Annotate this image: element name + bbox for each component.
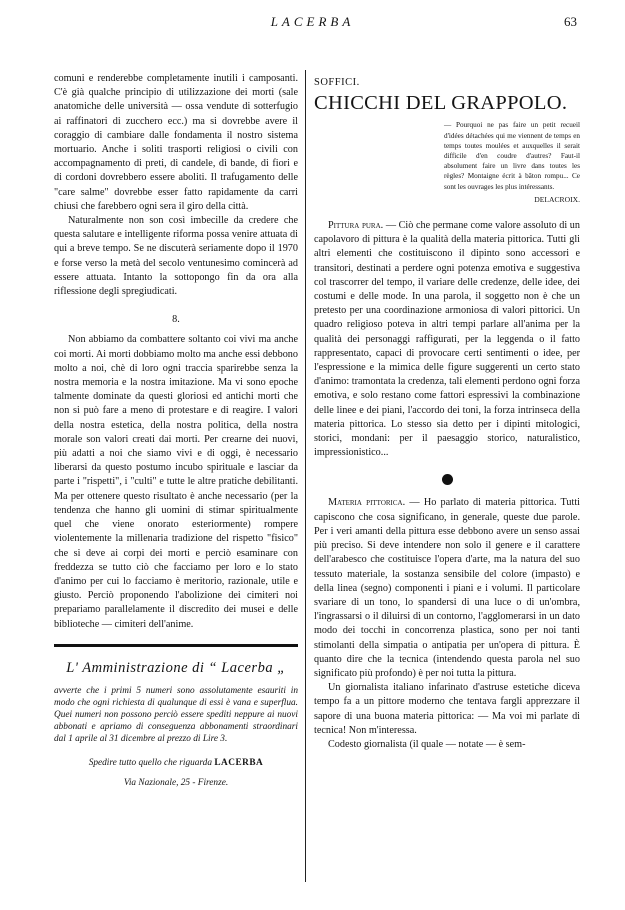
box-rule [54,644,298,647]
admin-title: L' Amministrazione di “ Lacerba „ [66,659,286,676]
section-heading: Pittura pura. [328,220,384,232]
left-column [54,72,298,790]
admin-contact-prefix: Spedire tutto quello che riguarda [88,757,212,768]
page-number: 63 [564,14,577,29]
section-materia-pittorica [314,496,580,681]
article-title: CHICCHI DEL GRAPPOLO. [314,92,568,115]
section-separator-dot [442,474,453,485]
paragraph: comuni e renderebbe completamente inutili i camposanti. C'è già qualche principio di utilizzazione dei morti (sale anatomiche delle università — ossa vendute di sotterfugio ai raffinatori di zucchero ecc.) ma si dovrebbe avere il coraggio di cambiare dalle fondamenta il nostro sistema mortuario. Anche i soliti trasporti religiosi o civili con accompagnamento di preti, di candele, di bande, di fiori e di cordoni dovrebbero essere aboliti. Il trafugamento delle "care salme" dovrebbe esser fatto rapidamente da carri chiusi che farebbero ogni sera il giro della città. [54,73,298,212]
article-author: SOFFICI. [314,77,360,88]
section-pittura-pura [314,219,580,460]
column-divider [305,70,306,882]
section-text: — Ciò che permane come valore assoluto di un capolavoro di pittura è la qualità della materia pittorica. Tutti gli altri elementi che costituiscono il dipinto sono accessori e transitori, destinati a perdere ogni potenza emotiva e suggestiva col trascorrer del tempo, il variare delle credenze, delle idee, dei costumi e delle mode. In una parola, il soggetto non è che un pretesto per una coordinazione armoniosa di valori pittorici. Un quadro religioso poteva in altri tempi parlare all'anima per la qualità dei personaggi raffigurati, per la leggenda o il fatto rappresentato, capaci di provocare certi sentimenti o idee, per l'espressione e la mimica delle figure suggerenti un certo stato d'animo: tramontata la credenza, tali elementi perdono ogni forza emotiva, e solo restano come fattori espressivi la combinazione delle linee e dei piani, l'accordo dei toni, la forza intrinseca della materia pittorica. Lo stesso sia detto per i dipinti mitologici, storici, mondani: per il paesaggio storico, naturalistico, impressionistico... [314,220,580,459]
admin-body: avverte che i primi 5 numeri sono assolutamente esauriti in modo che ogni richiesta di qualunque di essi è vana e superflua. Quei numeri non possono perciò essere spediti neppure ai nuovi abbonati e apriamo di conseguenza abbonamenti straordinari dal 1 aprile al 31 dicembre al prezzo di Lire 3. [54,685,298,744]
admin-contact-name: LACERBA [214,757,264,768]
epigraph: — Pourquoi ne pas faire un petit recueil d'idées détachées qui me viennent de temps en temps toutes moulées et auxquelles il serait difficile d'en coudre d'autres? Faut-il absolument faire un livre dans toutes les règles? Montaigne écrit à bâton rompu... Ce sont les ouvrages les plus intéressants. [444,121,580,191]
paragraph: Non abbiamo da combattere soltanto coi vivi ma anche coi morti. Ai morti dobbiamo molto ma anche essi debbono molto a noi, chè di loro ogni traccia sparirebbe senza la nostra memoria e la nostra imitazione. Ma vi sono epoche talmente dominate da questi gloriosi ed antichi morti che non si può fare a meno di protestare e di reagire. I valori della nostra estetica, della nostra politica, della nostra morale son valori creati dai morti. Per crearne dei nuovi, più adatti a noi che siamo vivi e di oggi, è necessario liberarsi da questo postumo incubo spirituale e lasciar da parte i "rispetti", i "culti" e tutte le altre pratiche debilitanti. Ma per ottenere questo risultato è anche necessario (per la tendenza che hanno gli uomini di stimar spiritualmente quel che viene onorato esteriormente) rompere violentemente la millenaria tradizione del rispetto "fisico" che si deve ai corpi dei morti e perciò esaminare con freddezza se tutto ciò che facciamo per loro e lo stato d'animo per cui lo facciamo è meritorio, razionale, utile e giusto. Perciò proponendo l'abolizione dei cimiteri noi prepariamo parallelamente il discredito dei musei e delle biblioteche — cimiteri dell'anime. [54,334,298,630]
paragraph: Naturalmente non son così imbecille da credere che questa salutare e intelligente riforma possa venire attuata di qui a breve tempo. Se ne discuterà seriamente dopo il 1970 e forse verso la metà del secolo ventunesimo comincerà ad essere attuata. Intanto la sottopongo fin da ora alla riflessione degli spregiudicati. [54,215,298,298]
epigraph-author: DELACROIX. [534,194,580,204]
journal-title: LACERBA [270,14,355,29]
paragraph: Un giornalista italiano infarinato d'astruse estetiche diceva tempo fa a un pittore moderno che tentava fargli apprezzare il sapore di una buona materia pittorica: — Ma voi mi parlate di tecnica! Non m'interessa. [314,682,580,736]
administration-notice [54,661,298,791]
paragraph: Codesto giornalista (il quale — notate — è sem- [328,738,526,750]
section-number: 8. [172,314,180,326]
section-heading: Materia pittorica. [328,497,406,509]
page-header [0,14,625,36]
admin-contact [54,756,298,770]
section-text: — Ho parlato di materia pittorica. Tutti capiscono che cosa significano, in generale, queste due parole. Per i veri amanti della pittura esse debbono avere un senso assai più preciso. Si deve intendere non solo il genere e il carattere dell'arabesco che costituisce l'opera d'arte, ma la natura del suo tessuto materiale, la sostanza sensibile del colore (impasto) e della linea (segno) componenti i piani e i volumi. Il particolare svariare di un tono, lo spandersi di una luce o di un'ombra, l'ingrassarsi o il diluirsi di un contorno, l'agglomerarsi in un dato modo dei tocchi in concorrenza plastica, sono per noi tanti stimolanti della simpatia o antipatia per un'opera di pittura. È quanto dire che la tecnica (intendendo questa parola nel suo significato più profondo) è per noi tutta la pittura. [314,497,580,679]
admin-address: Via Nazionale, 25 - Firenze. [123,778,229,789]
right-column [314,72,580,752]
